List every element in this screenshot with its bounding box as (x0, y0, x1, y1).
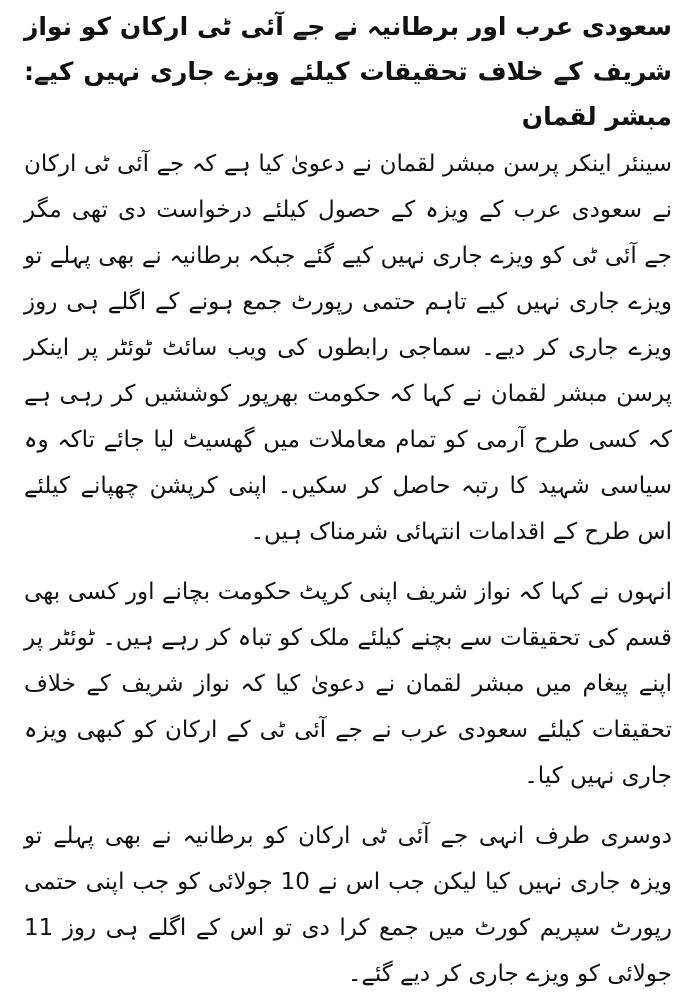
paragraph-3: دوسری طرف انہی جے آئی ٹی ارکان کو برطانیہ نے بھی پہلے تو ویزہ جاری نہیں کیا لیکن جب اس نے 10 جولائی کو جب اپنی حتمی رپورٹ سپریم کورٹ میں جمع کرا دی تو اس کے اگلے ہی روز 11 جولائی کو ویزے جاری کر دیے گئے۔ (24, 823, 672, 987)
paragraph-1: سینئر اینکر پرسن مبشر لقمان نے دعویٰ کیا ہے کہ جے آئی ٹی ارکان نے سعودی عرب کے ویزہ کے حصول کیلئے درخواست دی تھی مگر جے آئی ٹی کو ویزے جاری نہیں کیے گئے جبکہ برطانیہ نے بھی پہلے تو ویزے جاری نہیں کیے تاہم حتمی رپورٹ جمع ہونے کے اگلے ہی روز ویزے جاری کر دیے۔ سماجی رابطوں کی ویب سائٹ ٹوئٹر پر اینکر پرسن مبشر لقمان نے کہا کہ حکومت بھرپور کوششیں کر رہی ہے کہ کسی طرح آرمی کو تمام معاملات میں گھسیٹ لیا جائے تاکہ وہ سیاسی شہید کا رتبہ حاصل کر سکیں۔ اپنی کرپشن چھپانے کیلئے اس طرح کے اقدامات انتہائی شرمناک ہیں۔ (24, 151, 672, 545)
article-headline: سعودی عرب اور برطانیہ نے جے آئی ٹی ارکان کو نواز شریف کے خلاف تحقیقات کیلئے ویزے جاری نہیں کیے: مبشر لقمان (24, 12, 672, 131)
paragraph-2: انہوں نے کہا کہ نواز شریف اپنی کرپٹ حکومت بچانے اور کسی بھی قسم کی تحقیقات سے بچنے کیلئے ملک کو تباہ کر رہے ہیں۔ ٹوئٹر پر اپنے پیغام میں مبشر لقمان نے دعویٰ کیا کہ نواز شریف کے خلاف تحقیقات کیلئے سعودی عرب نے جے آئی ٹی کے ارکان کو کبھی ویزہ جاری نہیں کیا۔ (24, 579, 672, 789)
